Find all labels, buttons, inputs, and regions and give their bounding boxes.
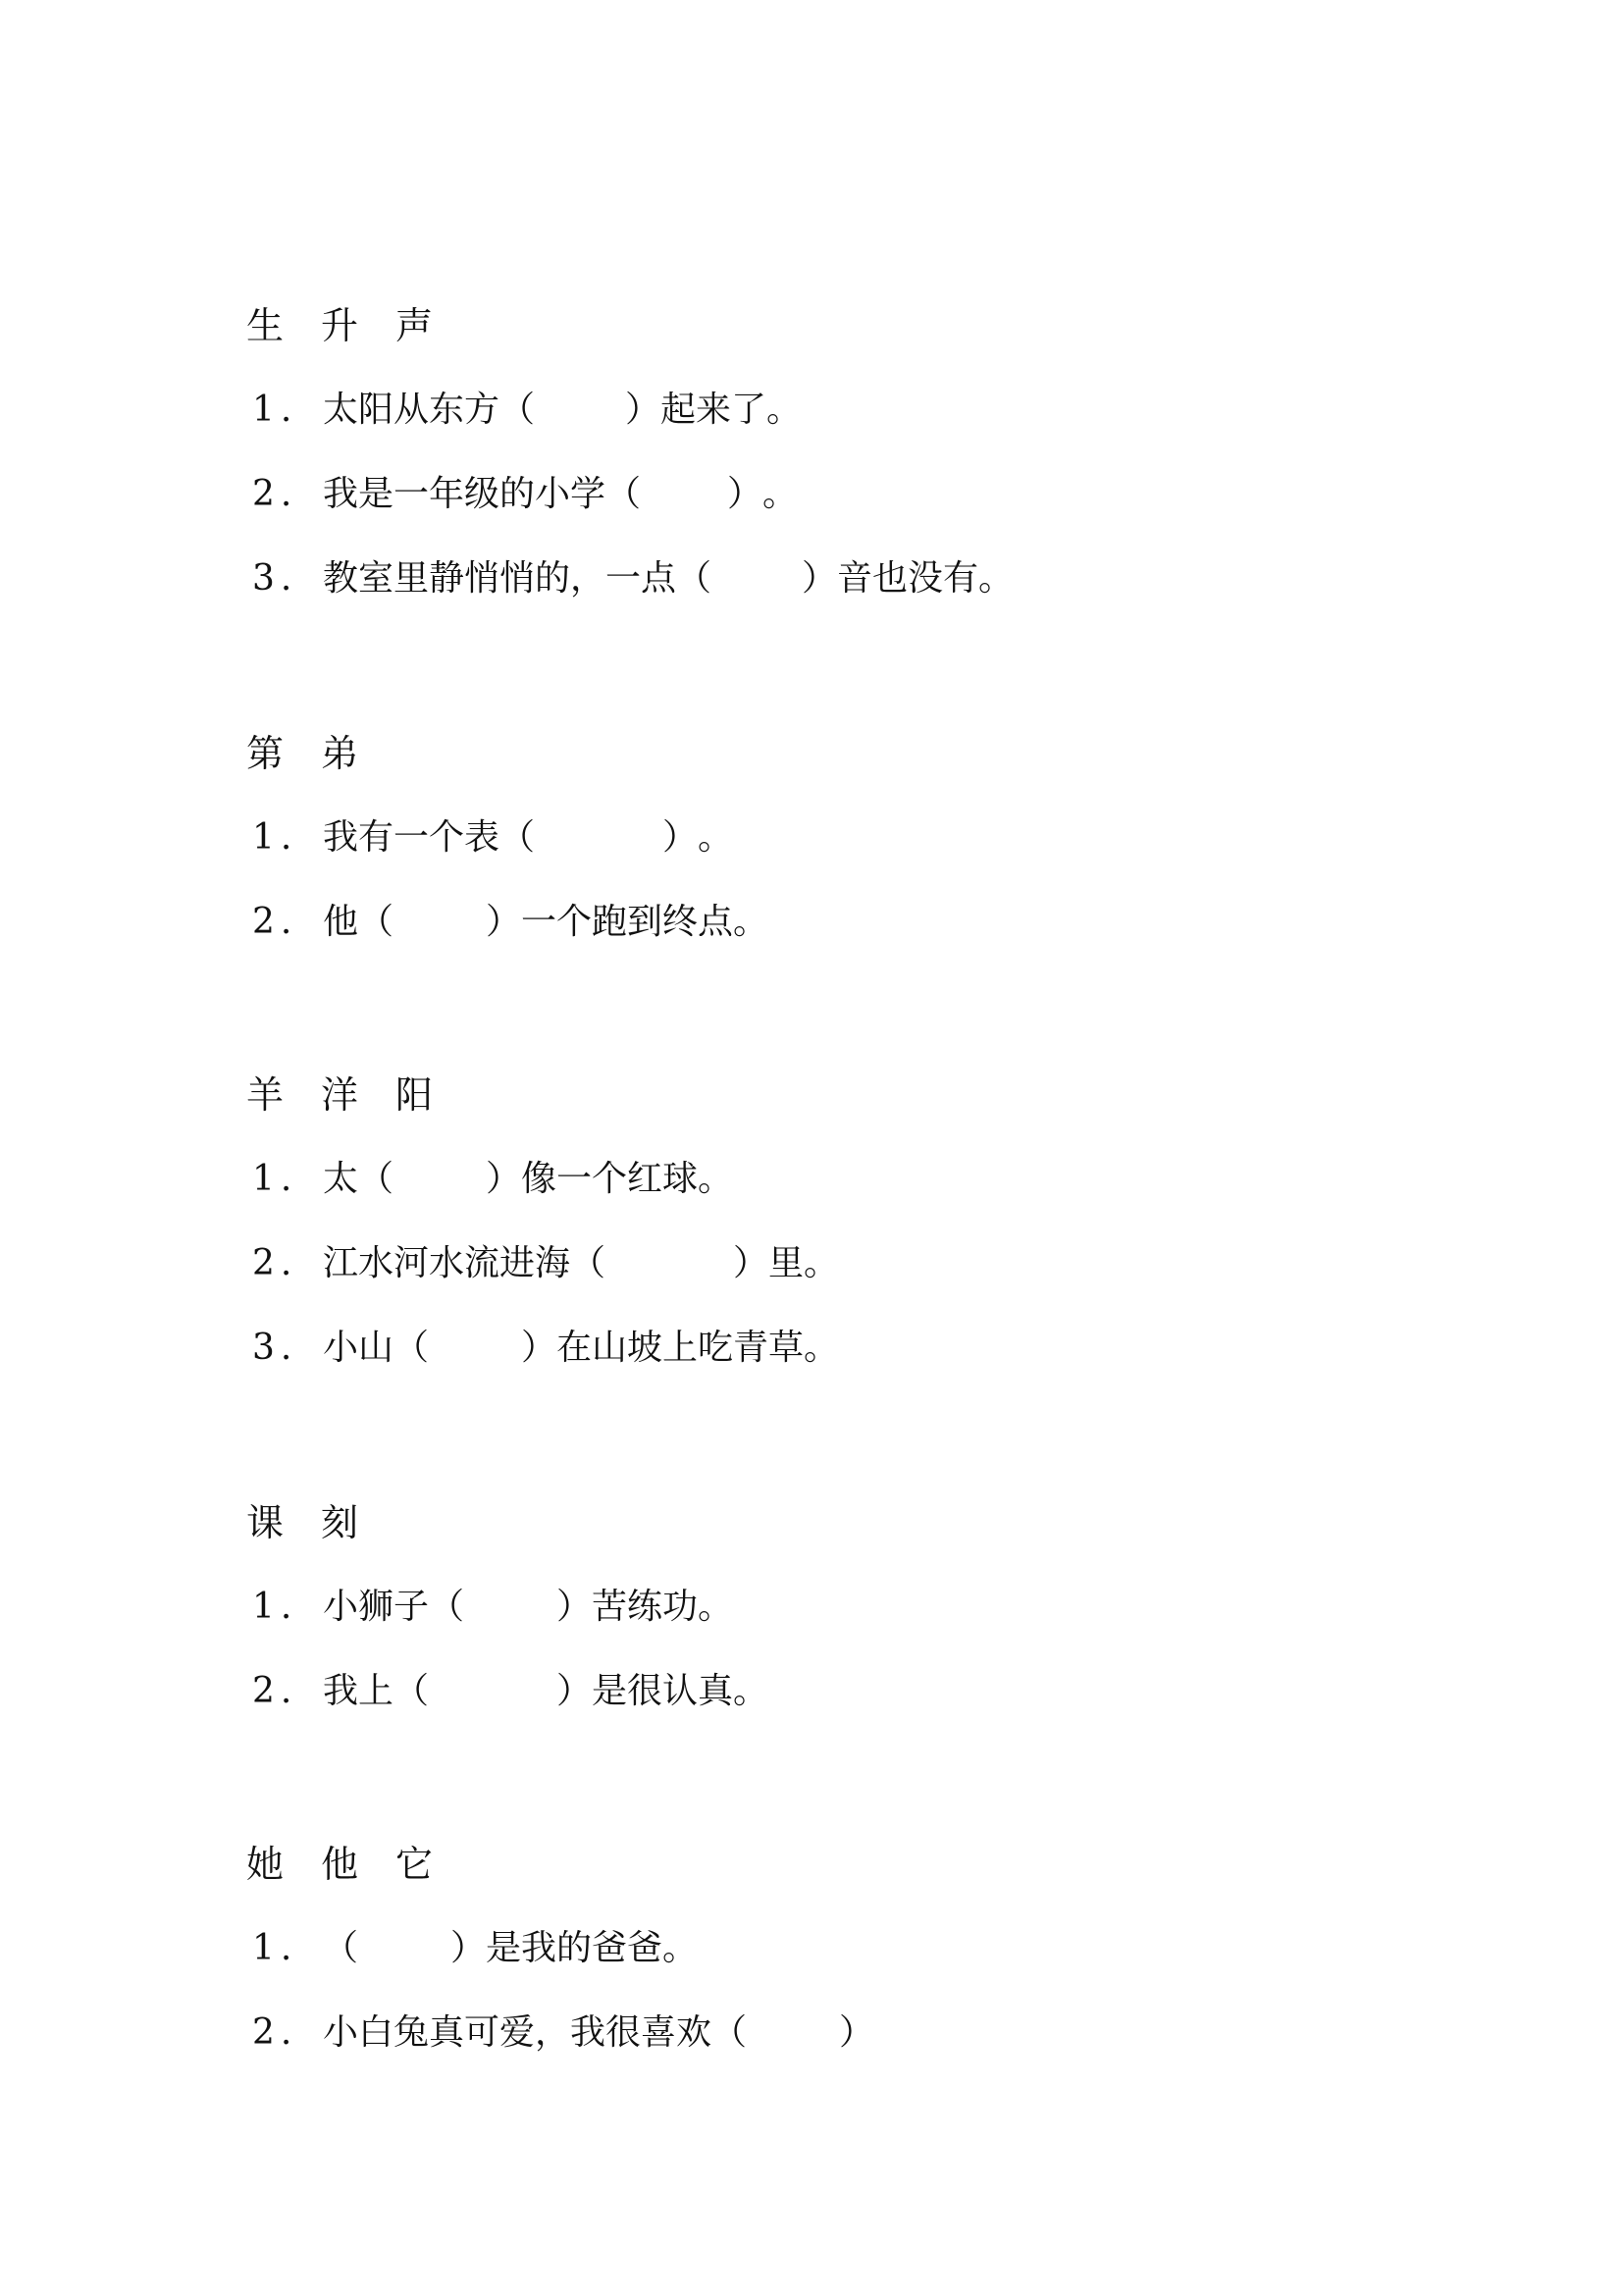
open-paren: （	[429, 1587, 465, 1627]
char-choices	[246, 306, 1522, 345]
question-text-after: 。	[762, 474, 799, 514]
question-text-before: 江水河水流进海	[323, 1243, 571, 1283]
char-choice: 课	[246, 1501, 285, 1544]
close-paren: ）	[450, 1928, 487, 1968]
open-paren: （	[393, 1328, 430, 1368]
question-number: 1.	[252, 1587, 298, 1627]
question-item	[246, 475, 1522, 514]
question-text-before: 教室里静悄悄的，一点	[323, 558, 677, 599]
char-choice: 声	[395, 304, 434, 347]
question-text-before: 我是一年级的小学	[323, 474, 606, 514]
question-text-before: 小狮子	[323, 1587, 430, 1627]
question-text-before: 我有一个表	[323, 817, 500, 858]
char-choice: 刻	[321, 1501, 359, 1544]
question-text-before: 他	[323, 902, 359, 942]
open-paren: （	[358, 1159, 394, 1199]
char-choices	[246, 1503, 1522, 1542]
question-text-after: 苦练功。	[592, 1587, 734, 1627]
question-text-after: 起来了。	[660, 390, 803, 430]
question-item	[246, 1929, 1522, 1968]
question-text-before: 太阳从东方	[323, 390, 500, 430]
question-item	[246, 818, 1522, 858]
char-choice: 它	[395, 1843, 434, 1886]
question-number: 2.	[252, 2012, 298, 2053]
close-paren: ）	[662, 817, 699, 858]
open-paren: （	[570, 1243, 606, 1283]
question-number: 2.	[252, 1671, 298, 1711]
close-paren: ）	[521, 1328, 557, 1368]
close-paren: ）	[486, 902, 522, 942]
exercise-group-4	[246, 1503, 1522, 1711]
question-text-after: 。	[698, 817, 734, 858]
open-paren: （	[393, 1671, 430, 1711]
question-text-after: 是我的爸爸。	[486, 1928, 699, 1968]
char-choices	[246, 1845, 1522, 1884]
question-item	[246, 559, 1522, 599]
question-text-before: 小白兔真可爱，我很喜欢	[323, 2012, 712, 2053]
question-number: 1.	[252, 1159, 298, 1199]
question-number: 2.	[252, 474, 298, 514]
question-text-before: 太	[323, 1159, 359, 1199]
exercise-group-1	[246, 306, 1522, 599]
char-choices	[246, 734, 1522, 773]
question-text-after: 在山坡上吃青草。	[556, 1328, 840, 1368]
open-paren: （	[711, 2012, 748, 2053]
close-paren: ）	[556, 1671, 593, 1711]
char-choice: 升	[321, 304, 359, 347]
question-item	[246, 1588, 1522, 1627]
char-choice: 第	[246, 732, 285, 775]
char-choice: 弟	[321, 732, 359, 775]
exercise-group-3	[246, 1075, 1522, 1368]
question-item	[246, 2013, 1522, 2053]
question-number: 3.	[252, 558, 298, 599]
open-paren: （	[499, 817, 536, 858]
open-paren: （	[358, 902, 394, 942]
char-choice: 阳	[395, 1073, 434, 1117]
question-number: 2.	[252, 902, 298, 942]
close-paren: ）	[727, 474, 763, 514]
question-number: 1.	[252, 390, 298, 430]
char-choice: 羊	[246, 1073, 285, 1117]
question-text-after: 像一个红球。	[521, 1159, 734, 1199]
char-choice: 生	[246, 304, 285, 347]
close-paren: ）	[733, 1243, 769, 1283]
char-choice: 她	[246, 1843, 285, 1886]
question-item	[246, 1329, 1522, 1368]
question-number: 3.	[252, 1328, 298, 1368]
question-text-before: 我上	[323, 1671, 394, 1711]
question-text-after: 里。	[768, 1243, 840, 1283]
question-text-after: 音也没有。	[837, 558, 1015, 599]
open-paren: （	[605, 474, 642, 514]
char-choice: 他	[321, 1843, 359, 1886]
question-text-before: 小山	[323, 1328, 394, 1368]
close-paren: ）	[625, 390, 661, 430]
question-item	[246, 1160, 1522, 1199]
close-paren: ）	[839, 2012, 875, 2053]
close-paren: ）	[556, 1587, 593, 1627]
question-number: 1.	[252, 817, 298, 858]
question-number: 2.	[252, 1243, 298, 1283]
close-paren: ）	[486, 1159, 522, 1199]
question-text-after: 是很认真。	[592, 1671, 769, 1711]
char-choices	[246, 1075, 1522, 1115]
question-item	[246, 391, 1522, 430]
question-number: 1.	[252, 1928, 298, 1968]
question-item	[246, 1672, 1522, 1711]
open-paren: （	[323, 1928, 359, 1968]
exercise-group-2	[246, 734, 1522, 942]
close-paren: ）	[802, 558, 838, 599]
question-text-after: 一个跑到终点。	[521, 902, 769, 942]
exercise-group-5	[246, 1845, 1522, 2053]
question-item	[246, 903, 1522, 942]
question-item	[246, 1244, 1522, 1283]
open-paren: （	[676, 558, 712, 599]
open-paren: （	[499, 390, 536, 430]
char-choice: 洋	[321, 1073, 359, 1117]
